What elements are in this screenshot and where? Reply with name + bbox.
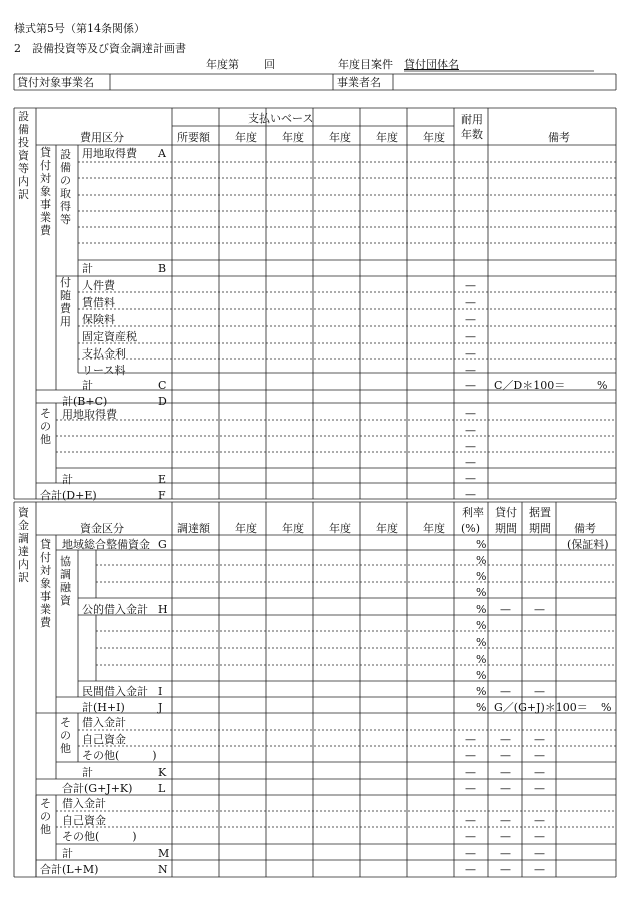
- round-label: 回: [264, 58, 275, 71]
- rate-percent-8: %: [476, 669, 487, 682]
- useful-life-header: 耐用: [461, 113, 483, 126]
- fund-category-header: 資金区分: [80, 522, 124, 535]
- life-dash-ancillary-1: —: [465, 296, 476, 309]
- other-funds-label: その他( ): [82, 749, 157, 762]
- public-borrowing-total-label: 公的借入金計: [82, 603, 148, 616]
- other-own-funds-label: 自己資金: [62, 814, 106, 827]
- other-land-acquisition-label: 用地取得費: [62, 408, 117, 421]
- rate-dash-0: —: [465, 733, 476, 746]
- life-dash-other-4: —: [465, 472, 476, 485]
- life-dash-ancillary-3: —: [465, 330, 476, 343]
- rate-dash-4: —: [465, 814, 476, 827]
- code-i: I: [158, 685, 163, 698]
- section-funding-label: 資金調達内訳: [18, 506, 29, 584]
- defer-dash-0: —: [534, 733, 545, 746]
- cooperative-loan-label: 協調融資: [60, 555, 71, 607]
- interest-rate-unit: (%): [461, 522, 481, 535]
- life-dash-other-2: —: [465, 440, 476, 453]
- item-interest: 支払金利: [82, 347, 126, 360]
- life-dash-ancillary-5: —: [465, 364, 476, 377]
- target-business-cost-label: 貸付対象事業費: [40, 146, 51, 237]
- loan-dash-i: —: [500, 685, 511, 698]
- rate-percent-0: %: [476, 538, 487, 551]
- form-number: 様式第5号（第14条関係）: [14, 22, 145, 35]
- code-g: G: [158, 538, 167, 551]
- total-g-j-k-label: 合計(G+J+K): [62, 782, 133, 795]
- percent-c-d: %: [597, 379, 608, 392]
- year-header-3: 年度: [329, 131, 351, 144]
- defer-dash-5: —: [534, 830, 545, 843]
- code-a: A: [158, 147, 166, 160]
- year-header-5: 年度: [423, 131, 445, 144]
- rate-percent-1: %: [476, 554, 487, 567]
- required-amount-header: 所要額: [177, 131, 210, 144]
- loan-dash-7: —: [500, 863, 511, 876]
- year-header-b1: 年度: [235, 522, 257, 535]
- interest-rate-header: 利率: [462, 506, 484, 519]
- procurement-amount-header: 調達額: [177, 522, 210, 535]
- loan-dash-2: —: [500, 766, 511, 779]
- loan-dash-0: —: [500, 733, 511, 746]
- sum-h-i-label: 計(H+I): [82, 701, 125, 714]
- subtotal-b-label: 計: [82, 262, 93, 275]
- life-dash-other-3: —: [465, 456, 476, 469]
- loan-dash-3: —: [500, 782, 511, 795]
- defer-dash-1: —: [534, 749, 545, 762]
- grace-period-header-2: 期間: [529, 522, 551, 535]
- other-other-funds-label: その他( ): [62, 830, 137, 843]
- life-dash-other-0: —: [465, 407, 476, 420]
- defer-dash-2: —: [534, 766, 545, 779]
- rate-dash-7: —: [465, 863, 476, 876]
- land-acquisition-label: 用地取得費: [82, 147, 137, 160]
- subtotal-c-label: 計: [82, 379, 93, 392]
- life-dash-other-1: —: [465, 424, 476, 437]
- section-capex-label: 設備投資等内訳: [18, 110, 29, 201]
- useful-life-header-2: 年数: [461, 128, 483, 141]
- ratio-c-d-label: C／D＊100＝: [494, 379, 566, 392]
- code-l: L: [158, 782, 166, 795]
- payment-base-header: 支払いベース: [248, 112, 314, 125]
- percent-g-j: %: [601, 701, 612, 714]
- ancillary-cost-label: 付随費用: [60, 276, 71, 328]
- target-business-funding-label: 貸付対象事業費: [40, 538, 51, 629]
- life-dash-other-5: —: [465, 488, 476, 501]
- rate-percent-7: %: [476, 653, 487, 666]
- lender-name-label: 貸付団体名: [404, 58, 459, 71]
- code-b: B: [158, 262, 167, 275]
- project-name-label: 貸付対象事業名: [17, 76, 94, 89]
- rate-percent-2: %: [476, 570, 487, 583]
- rate-dash-5: —: [465, 830, 476, 843]
- guarantee-fee-label: (保証料): [567, 538, 609, 551]
- item-property-tax: 固定資産税: [82, 330, 137, 343]
- borrowing-total-label: 借入金計: [82, 716, 126, 729]
- rate-percent-9: %: [476, 685, 487, 698]
- defer-dash-7: —: [534, 863, 545, 876]
- rate-dash-3: —: [465, 782, 476, 795]
- remarks-header: 備考: [548, 131, 570, 144]
- defer-dash-i: —: [534, 685, 545, 698]
- year-header-b2: 年度: [282, 522, 304, 535]
- life-dash-ancillary-2: —: [465, 313, 476, 326]
- item-lease: リース料: [82, 364, 126, 377]
- other-borrowing-total-label: 借入金計: [62, 797, 106, 810]
- code-j: J: [158, 701, 163, 714]
- life-dash-ancillary-0: —: [465, 279, 476, 292]
- loan-dash-1: —: [500, 749, 511, 762]
- code-n: N: [158, 863, 168, 876]
- rate-dash-6: —: [465, 847, 476, 860]
- code-c: C: [158, 379, 167, 392]
- rate-percent-4: %: [476, 603, 487, 616]
- other-section-label: その他: [40, 797, 51, 836]
- defer-dash-h: —: [534, 603, 545, 616]
- loan-term-header: 貸付: [495, 506, 517, 519]
- item-insurance: 保険料: [82, 313, 115, 326]
- year-header-b3: 年度: [329, 522, 351, 535]
- equipment-acquisition-label: 設備の取得等: [60, 148, 71, 226]
- rate-percent-5: %: [476, 619, 487, 632]
- loan-term-header-2: 期間: [495, 522, 517, 535]
- year-header-2: 年度: [282, 131, 304, 144]
- code-h: H: [158, 603, 168, 616]
- private-borrowing-total-label: 民間借入金計: [82, 685, 148, 698]
- cost-category-header: 費用区分: [80, 131, 124, 144]
- loan-dash-6: —: [500, 847, 511, 860]
- defer-dash-4: —: [534, 814, 545, 827]
- subtotal-k-label: 計: [82, 766, 93, 779]
- life-dash-ancillary-6: —: [465, 379, 476, 392]
- loan-dash-h: —: [500, 603, 511, 616]
- code-f: F: [158, 489, 166, 502]
- code-m: M: [158, 847, 170, 860]
- rate-dash-2: —: [465, 766, 476, 779]
- code-e: E: [158, 473, 167, 486]
- ratio-g-j-label: G／(G+J)＊100＝: [494, 701, 588, 714]
- defer-dash-6: —: [534, 847, 545, 860]
- life-dash-ancillary-4: —: [465, 347, 476, 360]
- other-cost-label: その他: [40, 407, 51, 446]
- operator-name-label: 事業者名: [337, 76, 381, 89]
- rate-percent-3: %: [476, 586, 487, 599]
- fiscal-case-label: 年度目案件: [338, 58, 393, 71]
- page-title: 2 設備投資等及び資金調達計画書: [14, 42, 186, 55]
- subtotal-e-label: 計: [62, 473, 73, 486]
- item-personnel: 人件費: [82, 279, 115, 292]
- total-d-e-label: 合計(D+E): [40, 489, 97, 502]
- item-rent: 賃借料: [82, 296, 115, 309]
- year-header-b4: 年度: [376, 522, 398, 535]
- sum-b-c-label: 計(B+C): [62, 395, 108, 408]
- code-k: K: [158, 766, 167, 779]
- loan-dash-5: —: [500, 830, 511, 843]
- year-header-b5: 年度: [423, 522, 445, 535]
- own-funds-label: 自己資金: [82, 733, 126, 746]
- subtotal-m-label: 計: [62, 847, 73, 860]
- loan-dash-4: —: [500, 814, 511, 827]
- code-d: D: [158, 395, 167, 408]
- remarks-header-b: 備考: [574, 522, 596, 535]
- rate-percent-10: %: [476, 701, 487, 714]
- fiscal-year-label: 年度第: [206, 58, 239, 71]
- year-header-1: 年度: [235, 131, 257, 144]
- rate-dash-1: —: [465, 749, 476, 762]
- year-header-4: 年度: [376, 131, 398, 144]
- regional-fund-label: 地域総合整備資金: [62, 538, 150, 551]
- total-l-m-label: 合計(L+M): [40, 863, 99, 876]
- other-funding-label: その他: [60, 716, 71, 755]
- grace-period-header: 据置: [529, 506, 551, 519]
- defer-dash-3: —: [534, 782, 545, 795]
- rate-percent-6: %: [476, 636, 487, 649]
